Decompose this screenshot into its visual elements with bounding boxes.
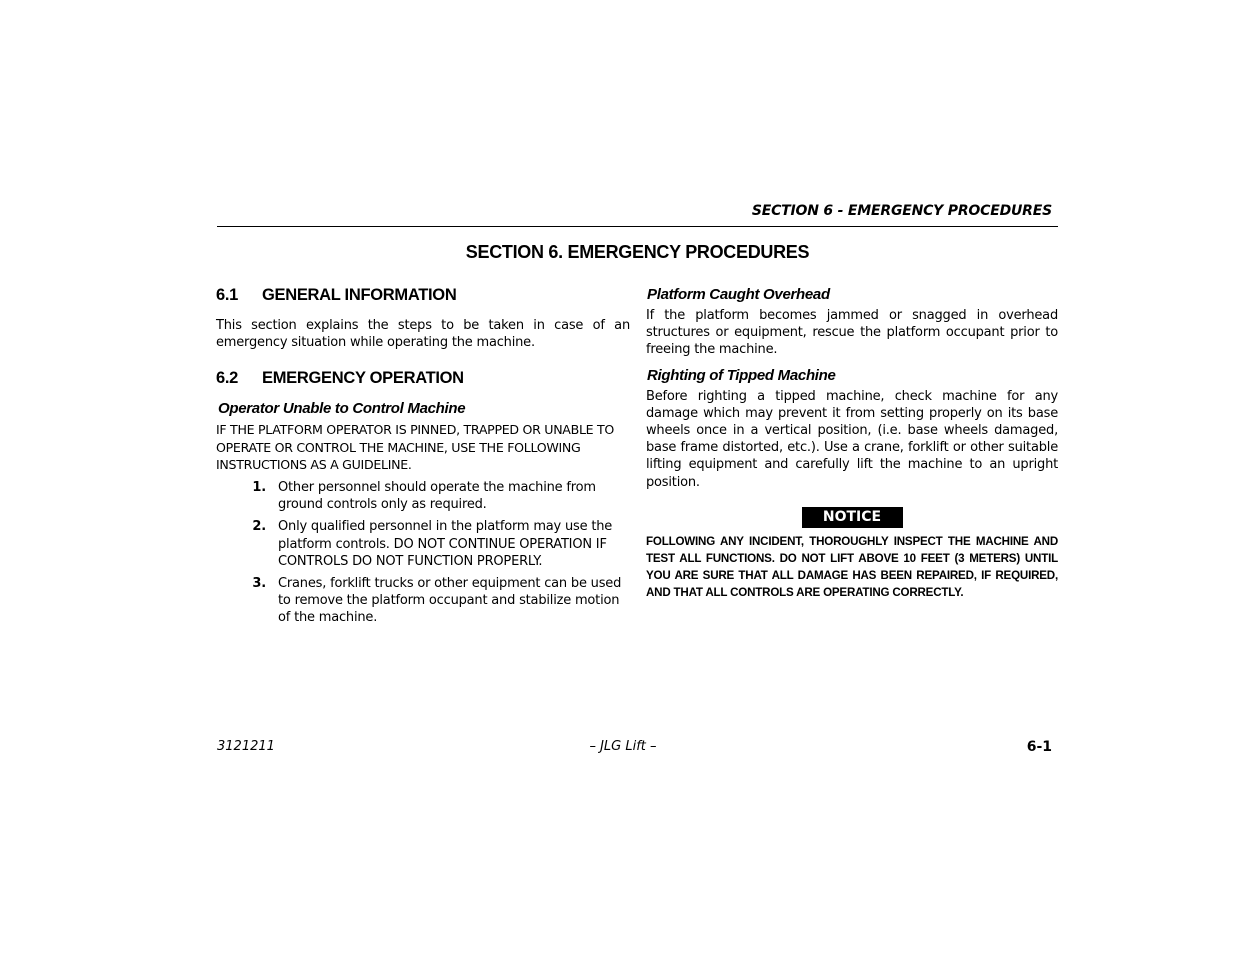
step-text: Only qualified personnel in the platform may use the platform controls. DO NOT CONTINUE OPERATION IF CONTROLS DO NOT FUNCTION PROPERLY. bbox=[278, 519, 613, 569]
general-information-text: This section explains the steps to be taken in case of an emergency situation while operating the machine. bbox=[216, 318, 630, 351]
platform-caught-text: If the platform becomes jammed or snagged in overhead structures or equipment, rescue the platform occupant prior to freeing the machine. bbox=[646, 308, 1058, 358]
right-column bbox=[646, 286, 1058, 602]
step-text: Cranes, forklift trucks or other equipment can be used to remove the platform occupant and stabilize motion of the machine. bbox=[278, 576, 622, 626]
list-item bbox=[216, 479, 630, 513]
heading-6-1 bbox=[216, 286, 630, 305]
step-text: Other personnel should operate the machine from ground controls only as required. bbox=[278, 480, 596, 513]
heading-number: 6.1 bbox=[216, 286, 239, 304]
heading-platform-caught: Platform Caught Overhead bbox=[647, 286, 830, 303]
heading-righting-tipped: Righting of Tipped Machine bbox=[647, 366, 836, 384]
header-rule bbox=[217, 226, 1058, 227]
notice-badge: NOTICE bbox=[802, 507, 903, 528]
heading-number: 6.2 bbox=[216, 369, 239, 388]
heading-title: EMERGENCY OPERATION bbox=[262, 369, 464, 388]
step-number: 1. bbox=[252, 480, 266, 496]
footer-doc-number: 3121211 bbox=[217, 739, 275, 754]
page-number: 6-1 bbox=[1026, 739, 1052, 755]
left-column bbox=[216, 286, 630, 632]
list-item bbox=[216, 575, 630, 627]
notice-text: FOLLOWING ANY INCIDENT, THOROUGHLY INSPECT THE MACHINE AND TEST ALL FUNCTIONS. DO NOT LIFT ABOVE 10 FEET (3 METERS) UNTIL YOU ARE SURE THAT ALL DAMAGE HAS BEEN REPAIRED, IF REQUIRED, AND THAT ALL CONTROLS ARE OPERATING CORRECTLY. bbox=[646, 534, 1058, 600]
righting-tipped-text: Before righting a tipped machine, check machine for any damage which may prevent it from setting properly on its base wheels once in a vertical position, (i.e. base wheels damaged, base frame distorted, etc.). Use a crane, forklift or other suitable lifting equipment and carefully lift the machine to an upright position. bbox=[646, 388, 1058, 490]
heading-6-2 bbox=[216, 369, 630, 388]
heading-operator-unable: Operator Unable to Control Machine bbox=[218, 400, 466, 418]
footer-center: – JLG Lift – bbox=[589, 739, 657, 754]
heading-title: GENERAL INFORMATION bbox=[262, 286, 457, 304]
running-header: SECTION 6 - EMERGENCY PROCEDURES bbox=[751, 203, 1052, 219]
notice-block bbox=[646, 507, 1058, 602]
list-item bbox=[216, 518, 630, 570]
step-number: 2. bbox=[252, 519, 266, 535]
emergency-steps-list bbox=[216, 479, 630, 627]
operator-unable-intro: IF THE PLATFORM OPERATOR IS PINNED, TRAPPED OR UNABLE TO OPERATE OR CONTROL THE MACHINE, USE THE FOLLOWING INSTRUCTIONS AS A GUIDELINE. bbox=[216, 422, 615, 472]
step-number: 3. bbox=[252, 576, 266, 592]
section-title: SECTION 6. EMERGENCY PROCEDURES bbox=[465, 242, 810, 262]
